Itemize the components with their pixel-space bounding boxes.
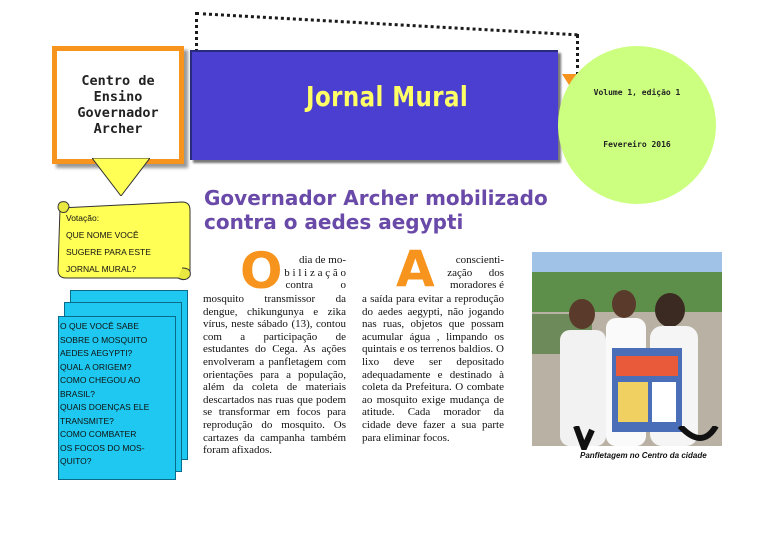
edition-date: Fevereiro 2016 xyxy=(603,140,671,149)
article-2-intro-line-3: moradores é xyxy=(449,279,504,292)
masthead-title: Jornal Mural xyxy=(306,80,469,113)
question-5a: COMO COMBATER xyxy=(60,429,137,439)
article-1-intro-line-1: dia de mo- xyxy=(298,254,346,266)
photo-frame-decoration xyxy=(570,426,720,450)
article-1-body: mosquito transmissor da dengue, chikungunya e zika vírus, neste sábado (13), contou com a participação de estudantes do Cega. As ações envolveram a panfletagem com orientações para a população, além da coleta de materiais descartados nas ruas que podem se transformar em focos para reprodução do mosquito. Os cartazes da campanha também foram afixados. xyxy=(203,293,346,457)
poll-label: Votação: xyxy=(66,213,100,223)
article-1-intro-line-2: b i l i z a ç ã o xyxy=(284,266,346,279)
students-photo-image xyxy=(532,252,722,446)
question-5c: QUITO? xyxy=(60,456,92,466)
question-5b: OS FOCOS DO MOS- xyxy=(60,442,145,453)
article-2-intro-line-2: zação dos xyxy=(447,266,504,279)
question-1a: O QUE VOCÊ SABE xyxy=(60,321,139,331)
edition-volume: Volume 1, edição 1 xyxy=(593,88,681,97)
school-name: Centro de Ensino Governador Archer xyxy=(77,73,159,137)
campaign-photo xyxy=(532,252,722,446)
question-4b: TRANSMITE? xyxy=(60,415,114,426)
article-2-intro xyxy=(434,254,504,292)
question-3a: COMO CHEGOU AO xyxy=(60,375,141,385)
question-1c: AEDES AEGYPTI? xyxy=(60,348,133,358)
article-1-intro xyxy=(284,254,346,292)
article-2-intro-line-1: conscienti- xyxy=(455,254,504,266)
article-1-intro-line-3: contra o xyxy=(285,279,346,292)
edition-circle xyxy=(558,46,716,204)
dotted-line-right xyxy=(576,34,579,76)
question-1b: SOBRE O MOSQUITO xyxy=(60,334,148,345)
poll-line-3: JORNAL MURAL? xyxy=(66,264,137,274)
school-name-box xyxy=(52,46,184,164)
dotted-line-top xyxy=(196,12,578,36)
photo-caption: Panfletagem no Centro da cidade xyxy=(580,451,707,460)
article-2-body: a saída para evitar a reprodução do aedes aegypti, não jogando nas ruas, objetos que possam acumular água , limpando os quintais e os terrenos baldios. O lixo deve ser depositado adequadamente e destinado à coleta da Prefeitura. O combate ao mosquito exige mudança de atitude. Cada morador da cidade deve fazer a sua parte para eliminar focos. xyxy=(362,293,504,444)
article-headline xyxy=(204,186,644,234)
poll-text xyxy=(66,210,188,278)
question-4a: QUAIS DOENÇAS ELE xyxy=(60,402,150,412)
question-2: QUAL A ORIGEM? xyxy=(60,361,132,372)
headline-line-1: Governador Archer mobilizado xyxy=(204,186,548,210)
poll-line-1: QUE NOME VOCÊ xyxy=(66,230,139,240)
article-2-dropcap: A xyxy=(396,240,435,298)
poll-line-2: SUGERE PARA ESTE xyxy=(66,247,151,257)
question-list xyxy=(60,320,178,469)
headline-line-2: contra o aedes aegypti xyxy=(204,210,464,234)
article-1-dropcap: O xyxy=(240,242,283,300)
question-3b: BRASIL? xyxy=(60,388,95,399)
school-pointer-icon xyxy=(92,158,150,196)
